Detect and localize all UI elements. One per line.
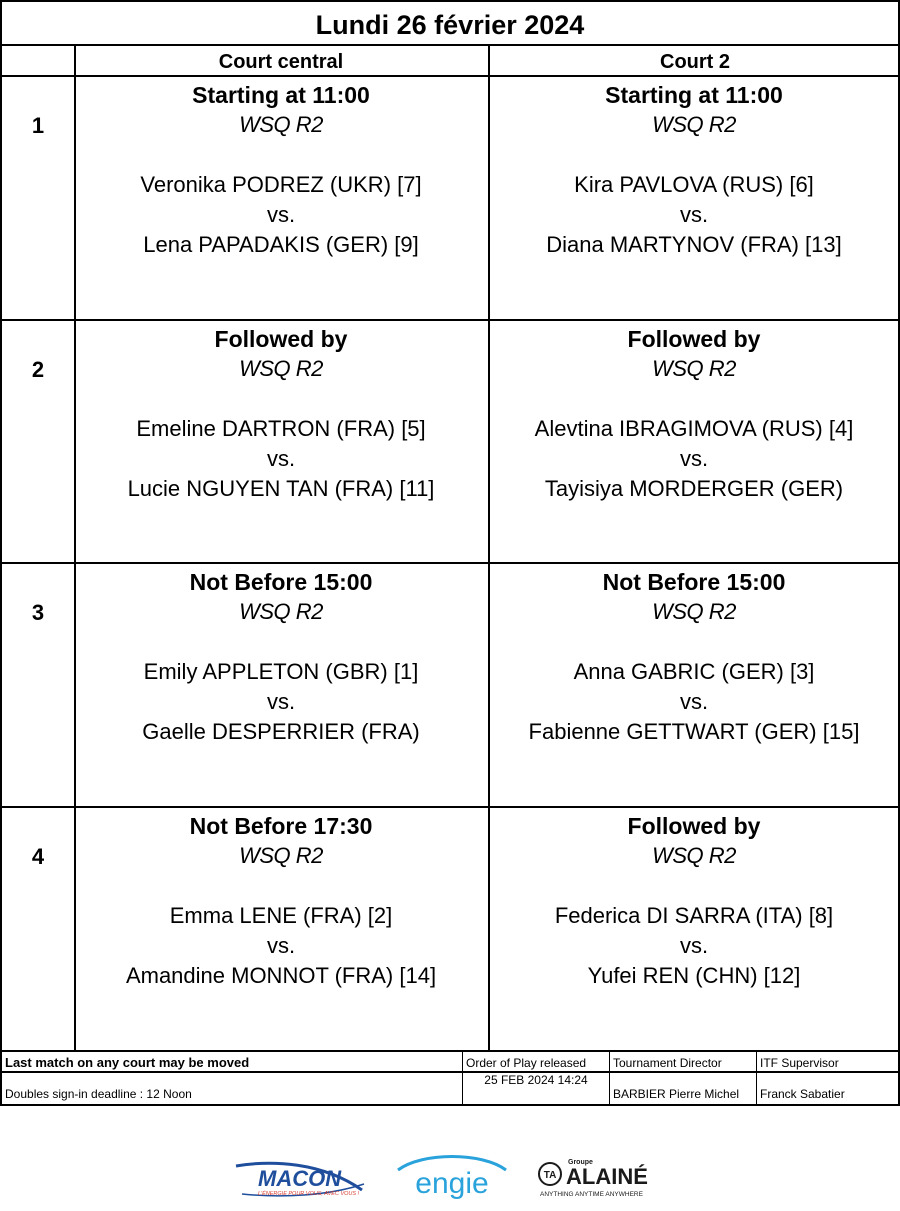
versus-label: vs. <box>679 689 709 714</box>
director-value: BARBIER Pierre Michel <box>613 1087 740 1101</box>
player-2: Yufei REN (CHN) [12] <box>587 963 801 988</box>
macon-tagline: L'ÉNERGIE POUR VOUS, AVEC VOUS ! <box>258 1191 360 1197</box>
match-cell <box>490 564 898 806</box>
engie-logo <box>392 1150 512 1200</box>
versus-label: vs. <box>266 202 296 227</box>
match-row-3 <box>0 564 900 808</box>
footer-notes <box>2 1052 463 1104</box>
court-2-header: Court 2 <box>660 51 730 73</box>
player-1: Emeline DARTRON (FRA) [5] <box>136 416 426 441</box>
player-1: Anna GABRIC (GER) [3] <box>573 659 815 684</box>
row-number: 1 <box>2 77 76 319</box>
court-central-header: Court central <box>74 46 490 75</box>
match-event: WSQ R2 <box>239 843 323 868</box>
match-time: Followed by <box>627 326 761 352</box>
player-1: Alevtina IBRAGIMOVA (RUS) [4] <box>534 416 854 441</box>
player-1: Emily APPLETON (GBR) [1] <box>143 659 419 684</box>
player-2: Lucie NGUYEN TAN (FRA) [11] <box>127 476 435 501</box>
match-row-1 <box>0 77 900 321</box>
versus-label: vs. <box>679 202 709 227</box>
versus-label: vs. <box>266 933 296 958</box>
engie-name: engie <box>415 1167 489 1200</box>
match-cell <box>74 808 490 1050</box>
match-time: Starting at 11:00 <box>605 82 783 108</box>
versus-label: vs. <box>266 446 296 471</box>
doubles-deadline: Doubles sign-in deadline : 12 Noon <box>5 1087 192 1101</box>
match-row-4 <box>0 808 900 1052</box>
header-number-cell <box>2 46 76 75</box>
macon-logo <box>232 1150 372 1200</box>
sponsor-logos <box>0 1140 900 1210</box>
match-cell <box>490 77 898 319</box>
match-cell <box>74 564 490 806</box>
footer-table <box>0 1050 900 1106</box>
player-2: Tayisiya MORDERGER (GER) <box>544 476 844 501</box>
alaine-name: ALAINÉ <box>566 1164 648 1189</box>
player-2: Diana MARTYNOV (FRA) [13] <box>546 232 842 257</box>
release-label: Order of Play released <box>463 1052 609 1073</box>
match-event: WSQ R2 <box>239 112 323 137</box>
match-cell <box>74 77 490 319</box>
player-2: Fabienne GETTWART (GER) [15] <box>528 719 860 744</box>
player-2: Amandine MONNOT (FRA) [14] <box>125 963 437 988</box>
match-event: WSQ R2 <box>652 599 736 624</box>
player-1: Federica DI SARRA (ITA) [8] <box>554 903 834 928</box>
match-time: Followed by <box>627 813 761 839</box>
match-time: Not Before 17:30 <box>189 813 373 839</box>
supervisor-label: ITF Supervisor <box>757 1052 898 1073</box>
player-2: Gaelle DESPERRIER (FRA) <box>142 719 420 744</box>
match-time: Not Before 15:00 <box>189 569 373 595</box>
moved-notice: Last match on any court may be moved <box>2 1052 462 1073</box>
match-time: Starting at 11:00 <box>192 82 370 108</box>
row-number: 2 <box>2 321 76 562</box>
supervisor-value: Franck Sabatier <box>760 1087 845 1101</box>
match-time: Followed by <box>214 326 348 352</box>
page-title: Lundi 26 février 2024 <box>0 0 900 46</box>
player-1: Emma LENE (FRA) [2] <box>169 903 393 928</box>
versus-label: vs. <box>679 446 709 471</box>
row-number: 4 <box>2 808 76 1050</box>
alaine-group: Groupe <box>568 1159 593 1166</box>
row-number: 3 <box>2 564 76 806</box>
player-1: Kira PAVLOVA (RUS) [6] <box>574 172 814 197</box>
match-time: Not Before 15:00 <box>602 569 786 595</box>
footer-director <box>610 1052 757 1104</box>
alaine-tagline: ANYTHING ANYTIME ANYWHERE <box>540 1191 643 1198</box>
macon-name: MACON <box>258 1166 342 1191</box>
versus-label: vs. <box>679 933 709 958</box>
match-event: WSQ R2 <box>652 843 736 868</box>
match-cell <box>490 321 898 562</box>
footer-supervisor <box>757 1052 898 1104</box>
director-label: Tournament Director <box>610 1052 756 1073</box>
alaine-mark: TA <box>543 1170 557 1181</box>
footer-release <box>463 1052 610 1104</box>
match-event: WSQ R2 <box>239 599 323 624</box>
versus-label: vs. <box>266 689 296 714</box>
match-event: WSQ R2 <box>239 356 323 381</box>
court-header-row <box>0 46 900 77</box>
alaine-logo <box>536 1152 676 1202</box>
match-cell <box>490 808 898 1050</box>
match-event: WSQ R2 <box>652 356 736 381</box>
match-cell <box>74 321 490 562</box>
match-event: WSQ R2 <box>652 112 736 137</box>
match-row-2 <box>0 321 900 564</box>
player-2: Lena PAPADAKIS (GER) [9] <box>143 232 419 257</box>
release-value: 25 FEB 2024 14:24 <box>484 1073 588 1087</box>
player-1: Veronika PODREZ (UKR) [7] <box>140 172 422 197</box>
